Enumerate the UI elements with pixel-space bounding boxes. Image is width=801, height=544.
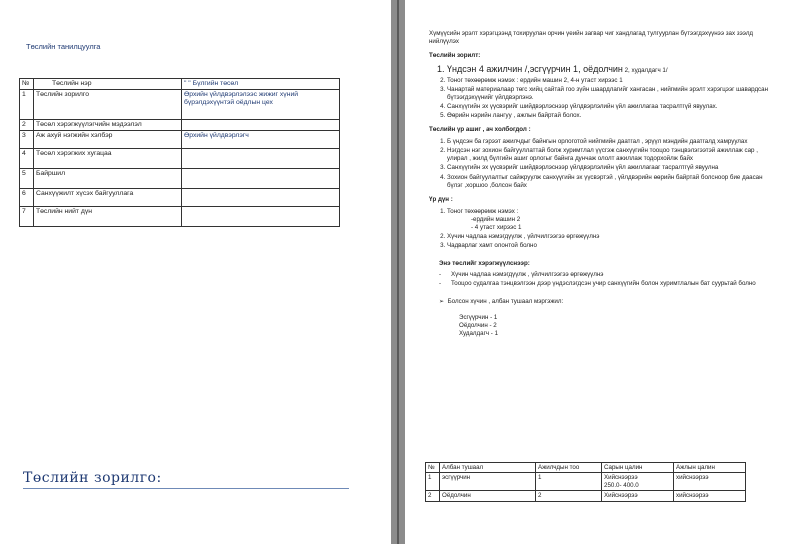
roles-list [459,314,769,338]
implementation-heading: Энэ төслийг хэрэгжүүлснээр: [439,260,530,267]
result-sub-item: -ердийн машин 2 [471,215,521,223]
significance-list [447,138,769,189]
benefit-significance-heading: Төслийн үр ашиг , ач холбогдол : [429,126,531,134]
role-item: Эсгүүрчин - 1 [459,314,498,322]
page-divider [397,0,399,544]
table-row [426,473,746,491]
list-item [447,64,769,76]
left-page [0,0,391,544]
list-item: 3. Чанартай материалаар төгс хийц сайтай гоо зүйн шаардлагийг хангасан , нийгмийн эрэлт хэрэгцээг шавардсан бүтээгдэхүүнийг үйлдвэрлэнэ. [447,86,769,102]
project-info-table [19,78,340,227]
table-row [20,169,340,189]
list-item: 4. Зохион байгуулалтыг сайжруулж санхүүгийн эх үүсвэртэй , үйлдвэрийн өөрийн байртай болсноор бие даасан бүлэг ,хоршоо ,болсон байх [447,174,769,190]
role-item: Оёдолчин - 2 [459,322,497,330]
table-cell: № [20,79,34,90]
title-underline [23,488,349,489]
table-cell: 5 [20,169,34,189]
table-cell: Байршил [34,169,182,189]
table-cell: Өрхийн үйлдвэрлэгч [182,131,340,149]
cell-text: 1 [428,474,432,482]
result-first-text: Тоног төхөөрөмж нэмэх : [447,207,519,215]
table-cell [602,473,674,491]
list-item: - Хүчин чадлаа нэмэгдүүлж , үйлчилгээгээ өргөжүүлнэ [439,271,769,279]
intro-heading: Төслийн танилцуулга [26,42,101,51]
table-cell [182,149,340,169]
cell-text: Хийснээрээ [604,474,638,482]
list-item: 2. Хүчин чадлаа нэмэгдүүлж , үйлчилгээгээ өргөжүүлнэ [447,233,769,241]
result-heading: Үр дүн : [429,195,453,203]
result-list [447,208,769,250]
table-cell: Төсөл хэрэгжүүлэгчийн мэдээлэл [34,120,182,131]
cell-text: хийснээрээ [676,474,709,482]
list-item: 3. Чадварлаг хамт олонтой болно [447,242,769,250]
table-cell [182,207,340,227]
table-cell: Хийснээрээ [602,491,674,501]
list-item: 2. Тоног төхөөрөмж нэмэх : ердийн машин 2, 4-н утаст хирээс 1 [447,77,769,85]
table-row [20,90,340,120]
cell-text: 250.0- 400.0 [604,481,639,489]
table-cell: Ажлын цалин [674,463,746,473]
implementation-list [439,271,769,288]
list-item: 4. Санхүүгийн эх үүсвэрийг шийдвэрлэснээр үйлдвэрлэлийн үйл ажиллагаа тасралтгүй явуулах. [447,103,769,111]
table-cell: Төслийн нэр [34,79,182,90]
table-row [20,120,340,131]
table-cell: " " Бүлгийн төсөл [182,79,340,90]
table-cell [182,120,340,131]
table-cell [674,473,746,491]
table-cell: 3 [20,131,34,149]
arrow-bullet-icon: ➢ [439,298,448,306]
table-cell: хийснээрээ [674,491,746,501]
list-item: 5. Өөрийн нэрийн лангуу , ажлын байртай болох. [447,112,769,120]
table-cell: 7 [20,207,34,227]
table-cell: 1 [20,90,34,120]
intro-paragraph: Хүмүүсийн эрэлт хэрэгцээнд тохируулан орчин үеийн загвар чиг хандлагад тулгуурлан бүтээгдэхүүнээ зах зээлд нийлүүлэх [429,30,754,46]
table-row [426,491,746,501]
list-item [447,208,769,232]
table-cell: Өрхийн үйлдвэрлэлээс жижиг хүний бүрэлдэхүүнтэй оёдлын цех [182,90,340,120]
table-cell: Төслийн зорилго [34,90,182,120]
table-cell: № [426,463,440,473]
table-cell [182,169,340,189]
table-cell: Оёдолчин [440,491,536,501]
table-cell [440,473,536,491]
table-header-row [426,463,746,473]
right-page [405,0,801,544]
list-item: - Тооцоо судалгаа тэнцвэлгээн дээр үндэслэгдсэн учир санхүүгийн болон хуримтлалын бат суурьтай болно [439,280,769,288]
table-cell: 2 [536,491,602,501]
goal-section-title: Төслийн зорилго: [23,470,162,486]
table-cell: 2 [20,120,34,131]
table-cell: Санхүүжилт хүсэх байгууллага [34,189,182,207]
roles-heading [439,298,769,306]
goal-heading: Төслийн зорилт: [429,52,481,60]
table-row [20,189,340,207]
list-item: 1. Б үндсэн ба гэрээт ажилчдыг байнгын орлоготой нийгмийн даатгал , эрүүл мэндийн даатгалд хамруулах [447,138,769,146]
table-cell: 4 [20,149,34,169]
table-row [20,131,340,149]
table-row [20,149,340,169]
table-cell: Сарын цалин [602,463,674,473]
table-cell: Ажилчдын тоо [536,463,602,473]
goal-first-text: Үндсэн 4 ажилчин /,эсгүүрчин 1, оёдолчин [447,64,623,75]
goal-first-small: 2, худалдагч 1/ [622,67,668,75]
table-cell: Албан тушаал [440,463,536,473]
table-cell: Төслийн нийт дүн [34,207,182,227]
right-page-body [429,30,769,338]
list-item: 3. Санхүүгийн эх үүсвэрийг шийдвэрлэснээр үйлдвэрлэлийн үйл ажиллагааг тасралтгүй явуулна [447,164,769,172]
table-row [20,207,340,227]
role-item: Худалдагч - 1 [459,330,499,338]
table-cell [426,473,440,491]
goal-list [447,64,769,120]
staff-table [425,462,746,502]
table-cell: Төсөл хэрэгжих хугацаа [34,149,182,169]
cell-text: эсгүүрчин [442,474,471,482]
table-header-row [20,79,340,90]
table-cell [536,473,602,491]
cell-text: 1 [538,474,542,482]
result-sub-item: - 4 утаст хирээс 1 [471,223,522,231]
table-cell: Аж ахуй нэгжийн хэлбэр [34,131,182,149]
table-cell: 2 [426,491,440,501]
table-cell [182,189,340,207]
table-cell: 6 [20,189,34,207]
list-item: 2. Нэгдсэн нэг зохион байгууллаттай болж хуримтлал үүсгэж санхүүгийн тооцоо тэнцвэлэгээтэй ажиллаж сар , улирал , жилд бүлгийн ашиг орлогыг байнга дунчаж ололт ажиллаж тодорхойлж байх [447,147,769,163]
roles-heading-text: Болсон хүчин , албан тушаал мэргэжил: [447,298,564,306]
